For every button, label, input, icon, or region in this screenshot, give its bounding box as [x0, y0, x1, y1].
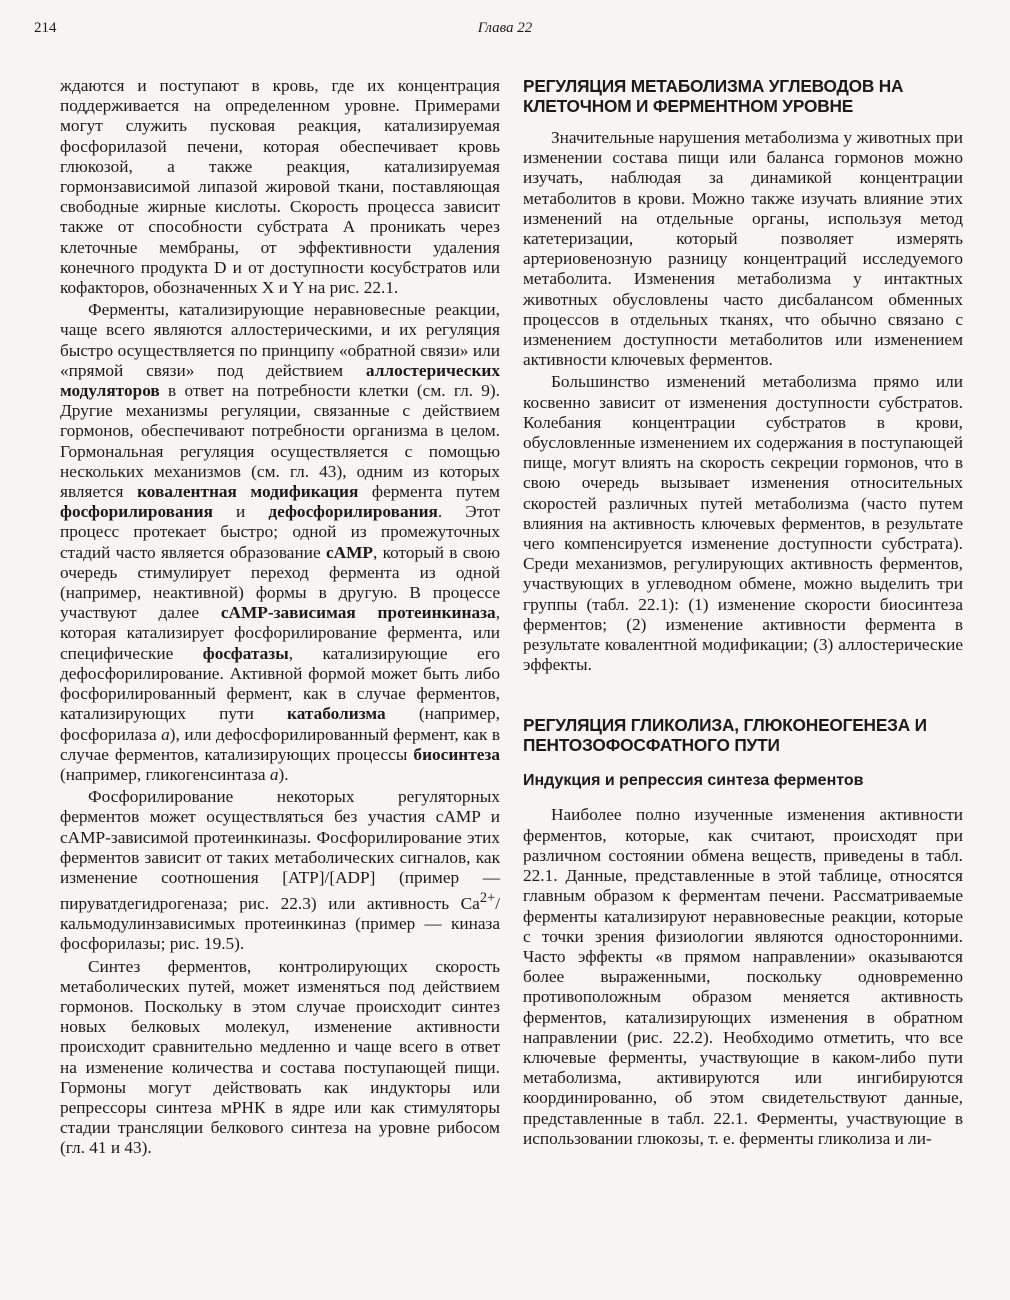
paragraph-enzyme-synthesis: Синтез ферментов, контролирующих скорость метаболических путей, может изменяться под действием гормонов. Поскольку в этом случае происходит синтез новых белковых молекул, изменение активности происходит сравнительно медленно и чаще всего в ответ на изменение количества и состава поступающей пищи. Гормоны могут действовать как индукторы или репрессоры синтеза мРНК в ядре или как стимуляторы стадии трансляции белкового синтеза на уровне рибосом (гл. 41 и 43). [60, 956, 500, 1158]
term-covalent-modification: ковалентная модификация [137, 482, 359, 502]
term-camp: cAMP [325, 542, 373, 562]
running-head: Глава 22 [477, 20, 533, 36]
paragraph-phosphorylation: Фосфорилирование некоторых регуляторных ферментов может осуществляться без участия cAMP и cAMP-зависимой протеинкиназы. Фосфорилирование этих ферментов зависит от таких метаболических сигналов, как изменение соотношения [ATP]/[ADP] (пример — пируватдегидрогеназа; рис. 22.3) или активность $Ca^{2+}$/кальмодулинзависимых протеинкиназ (пример — киназа фосфорилазы; рис. 19.5). [60, 787, 500, 954]
left-column [60, 76, 500, 1159]
term-catabolism: катаболизма [287, 704, 386, 724]
term-camp-protein-kinase: cAMP-зависимая протеинкиназа [220, 603, 496, 623]
paragraph-metabolic-disturbances: Значительные нарушения метаболизма у животных при изменении состава пищи или баланса гормонов можно изучать, наблюдая за динамикой концентрации метаболитов в крови. Можно также изучать влияние этих изменений на отдельные органы, используя метод катетеризации, который позволяет измерять артериовенозную разницу концентраций исследуемого метаболита. Изменения метаболизма у интактных животных обусловлены часто дисбалансом обменных процессов в отдельных тканях, что обычно связано с изменением доступности метаболитов или изменением активности ключевых ферментов. [523, 128, 963, 370]
term-phosphatases: фосфатазы [202, 643, 289, 663]
subsection-heading-induction: Индукция и репрессия синтеза ферментов [523, 772, 864, 790]
paragraph-enzyme-activity-changes: Наиболее полно изученные изменения активности ферментов, которые, как считают, происходят при различном состоянии обмена веществ, приведены в табл. 22.1. Данные, представленные в этой таблице, относятся главным образом к ферментам печени. Рассматриваемые ферменты катализируют неравновесные реакции, которые с точки зрения физиологии являются односторонними. Часто эффекты «в прямом направлении» оказываются более выраженными, поскольку одновременно противоположным образом меняется активность ферментов, катализирующих изменения в обратном направлении (рис. 22.2). Необходимо отметить, что все ключевые ферменты, участвующие в каком-либо пути метаболизма, активируются или ингибируются координированно, об этом свидетельствуют данные, представленные в табл. 22.1. Ферменты, участвующие в использовании глюкозы, т. е. ферменты гликолиза и ли- [523, 805, 963, 1148]
paragraph-continuation: ждаются и поступают в кровь, где их концентрация поддерживается на определенном уровне. Примерами могут служить пусковая реакция, катализируемая фосфорилазой печени, которая обеспечивает кровь глюкозой, а также реакция, катализируемая гормонзависимой липазой жировой ткани, поставляющая свободные жирные кислоты. Скорость процесса зависит также от способности субстрата А проникать через клеточные мембраны, от эффективности удаления конечного продукта D и от доступности косубстратов или кофакторов, обозначенных X и Y на рис. 22.1. [60, 76, 500, 298]
page-number: 214 [34, 20, 57, 36]
section-heading-glycolysis-regulation: РЕГУЛЯЦИЯ ГЛИКОЛИЗА, ГЛЮКОНЕОГЕНЕЗА И ПЕНТОЗОФОСФАТНОГО ПУТИ [523, 715, 927, 756]
paragraph-substrate-availability: Большинство изменений метаболизма прямо или косвенно зависит от изменения доступности субстратов. Колебания концентрации субстратов в крови, обусловленные изменением их содержания в поступающей пище, могут влиять на скорость секреции гормонов, что в свою очередь вызывает изменения относительных скоростей различных путей метаболизма (часто путем влияния на активность ключевых ферментов, в результате чего компенсируется изменение доступности субстрата). Среди механизмов, регулирующих активность ферментов, участвующих в углеводном обмене, можно выделить три группы (табл. 22.1): (1) изменение скорости биосинтеза ферментов; (2) изменение активности фермента в результате ковалентной модификации; (3) аллостерические эффекты. [523, 372, 963, 675]
term-allosteric-modulators: аллостерических модуляторов [60, 360, 500, 401]
page-header [34, 20, 976, 46]
term-dephosphorylation: дефосфорилирования [268, 502, 438, 522]
term-phosphorylation: фосфорилирования [60, 502, 213, 522]
paragraph-allosteric-enzymes: Ферменты, катализирующие неравновесные реакции, чаще всего являются аллостерическими, и их регуляция быстро осуществляется по принципу «обратной связи» или «прямой связи» под действием аллостерических модуляторов в ответ на потребности клетки (см. гл. 9). Другие механизмы регуляции, связанные с действием гормонов, обеспечивают потребности организма в целом. Гормональная регуляция осуществляется с помощью нескольких механизмов (см. гл. 43), одним из которых является ковалентная модификация фермента путем фосфорилирования и дефосфорилирования. Этот процесс протекает быстро; одной из промежуточных стадий часто является образование cAMP, который в свою очередь стимулирует переход фермента из одной (например, неактивной) формы в другую. В процессе участвуют далее cAMP-зависимая протеинкиназа, которая катализирует фосфорилирование фермента, или специфические фосфатазы, катализирующие его дефосфорилирование. Активной формой может быть либо фосфорилированный фермент, как в случае ферментов, катализирующих пути катаболизма (например, фосфорилаза a), или дефосфорилированный фермент, как в случае ферментов, катализирующих процессы биосинтеза (например, гликогенсинтаза a). [60, 300, 501, 784]
section-heading-carbohydrate-regulation: РЕГУЛЯЦИЯ МЕТАБОЛИЗМА УГЛЕВОДОВ НА КЛЕТОЧНОМ И ФЕРМЕНТНОМ УРОВНЕ [523, 76, 904, 116]
term-biosynthesis: биосинтеза [413, 744, 500, 764]
right-column [523, 76, 963, 1149]
